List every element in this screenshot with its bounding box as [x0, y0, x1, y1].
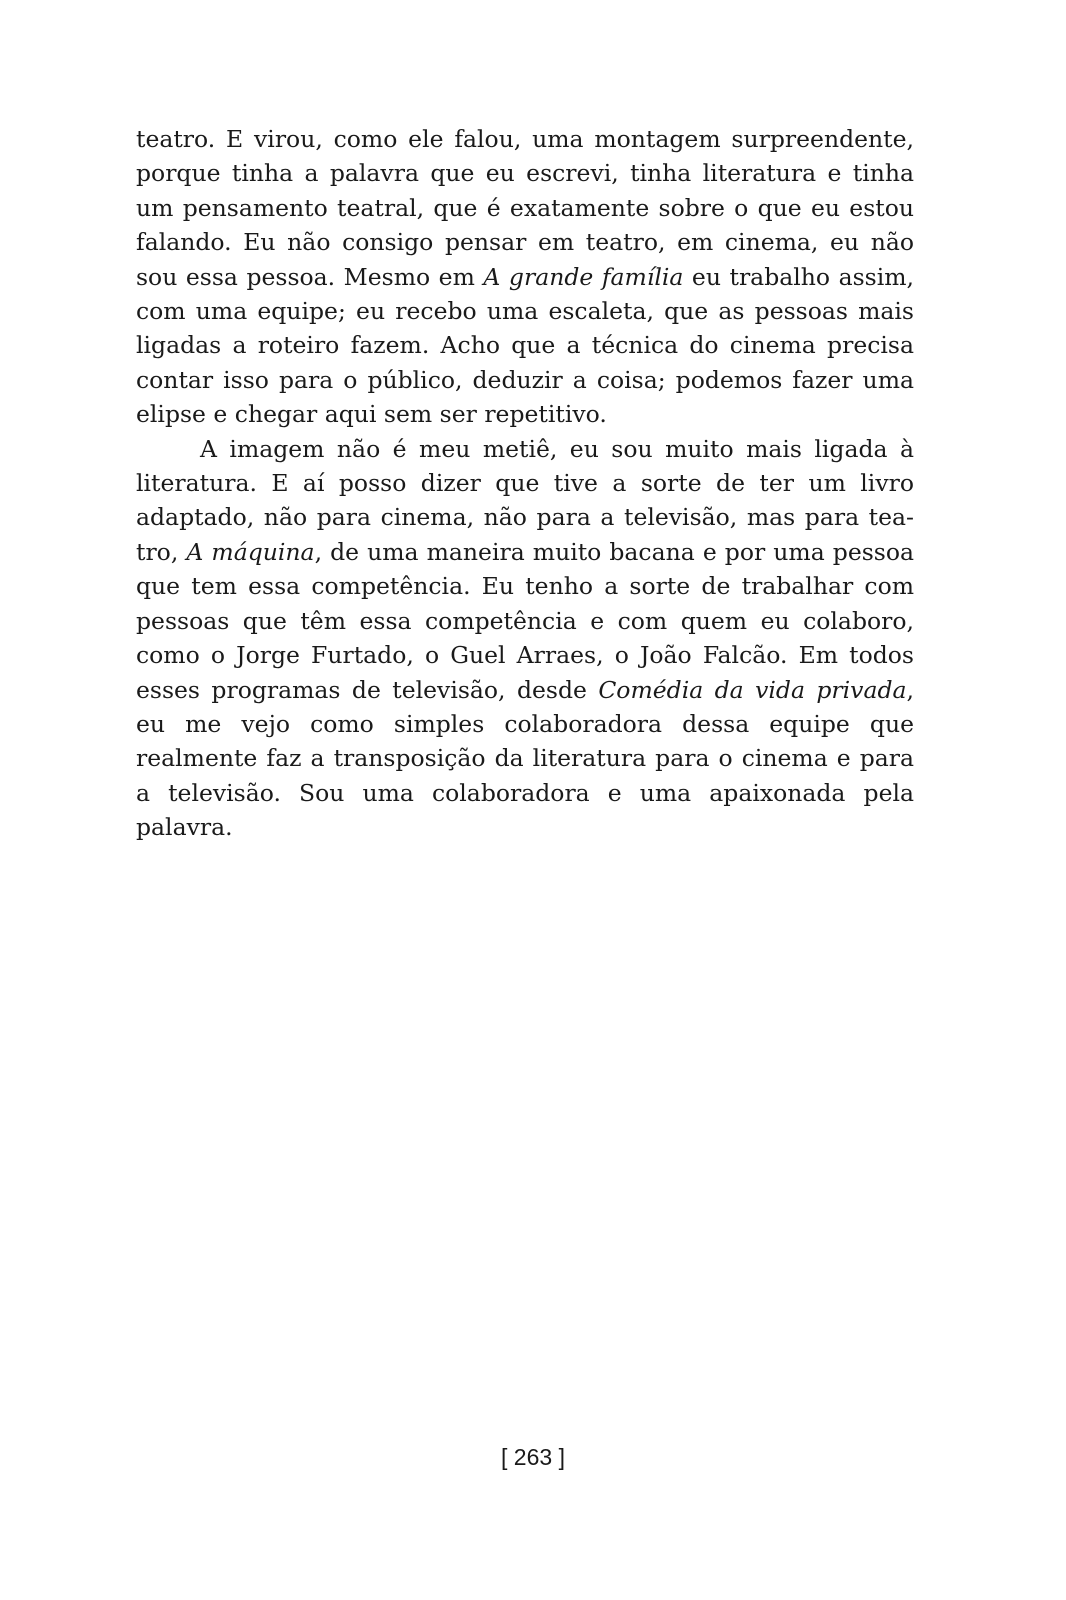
paragraph-2-segment-1: A imagem não é meu metiê, eu sou muito mais ligada à literatura. E aí posso dizer que tive a sorte de ter um livro adaptado, não para cinema, não para a televisão, mas para teatro,: [136, 434, 914, 566]
paragraph-2: [136, 432, 914, 845]
title-a-maquina: A máquina: [186, 537, 315, 566]
paragraph-1: [136, 122, 914, 432]
paragraph-2-segment-3: , de uma maneira muito bacana e por uma pessoa que tem essa competência. Eu tenho a sorte de trabalhar com pessoas que têm essa competência e com quem eu colaboro, como o Jorge Furtado, o Guel Arraes, o João Falcão. Em todos esses programas de televisão, desde: [136, 537, 915, 704]
page-number: [ 263 ]: [501, 1444, 565, 1470]
title-a-grande-familia: A grande família: [483, 262, 684, 291]
paragraph-2-segment-5: , eu me vejo como simples colaboradora dessa equipe que realmente faz a transposição da literatura para o cinema e para a televisão. Sou uma colaboradora e uma apaixonada pela palavra.: [136, 675, 914, 842]
paragraph-1-segment-1: teatro. E virou, como ele falou, uma montagem surpreendente, porque tinha a palavra que eu escrevi, tinha literatura e tinha um pensamento teatral, que é exatamente sobre o que eu estou falando. Eu não consigo pensar em teatro, em cinema, eu não sou essa pessoa. Mesmo em: [136, 125, 914, 291]
body-text: [136, 122, 914, 845]
paragraph-1-segment-3: eu trabalho assim, com uma equipe; eu recebo uma escaleta, que as pessoas mais ligadas a roteiro fazem. Acho que a técnica do cinema precisa contar isso para o público, deduzir a coisa; podemos fazer uma elipse e chegar aqui sem ser repetitivo.: [136, 262, 914, 429]
title-comedia-da-vida-privada: Comédia da vida privada: [598, 675, 907, 704]
